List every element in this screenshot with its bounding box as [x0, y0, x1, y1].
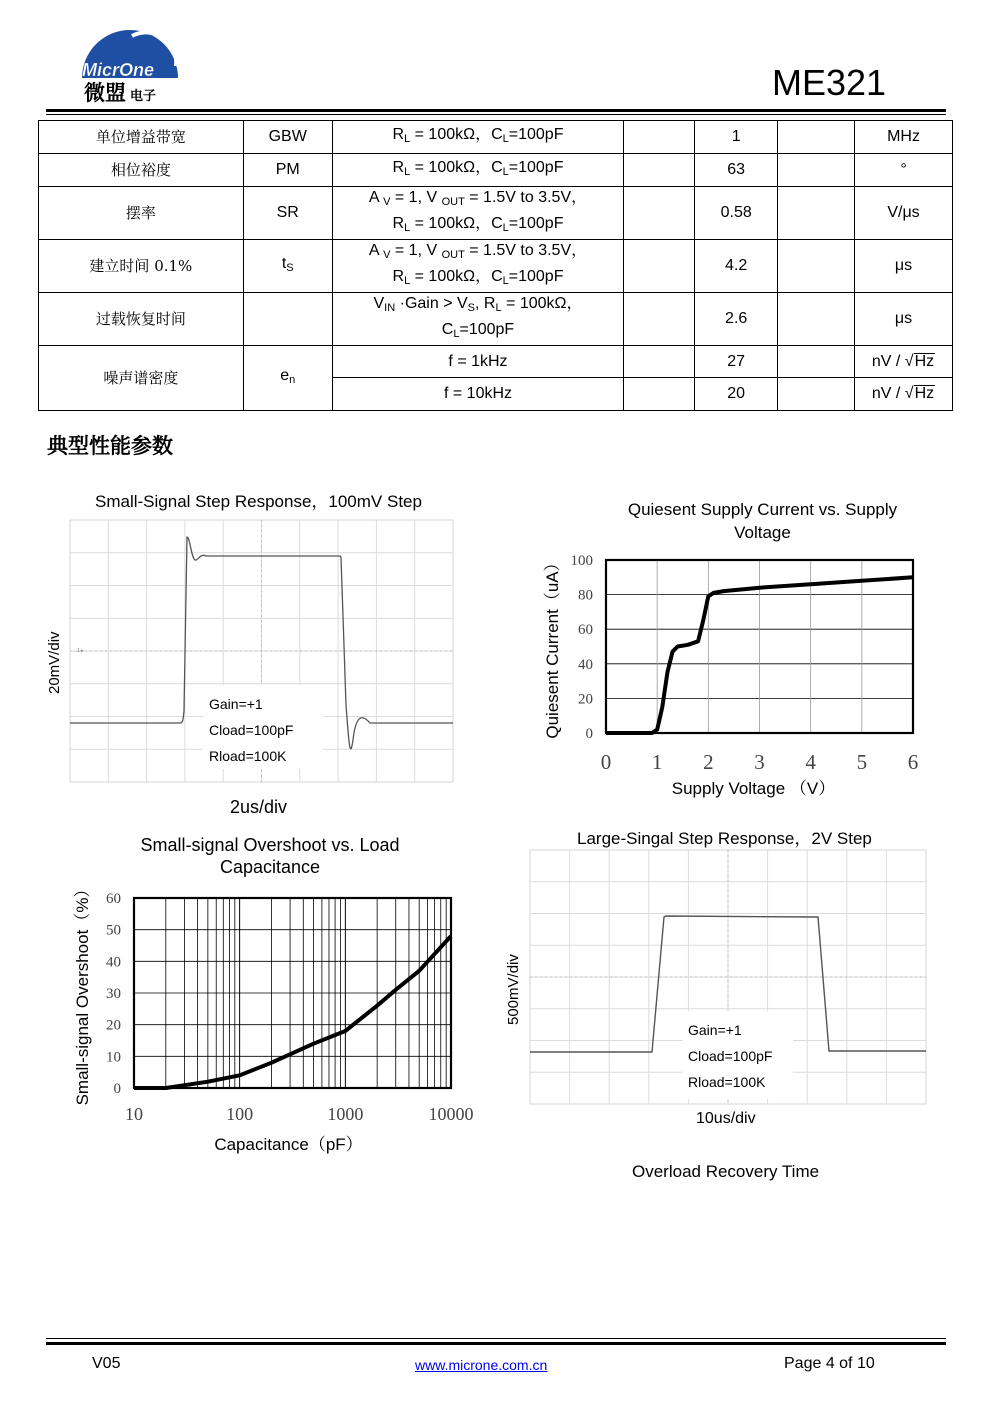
x-axis-label: Capacitance（pF）: [214, 1135, 363, 1154]
sqrt-icon: √: [904, 352, 914, 370]
table-row: [39, 293, 953, 346]
x-axis-label: Supply Voltage （V）: [671, 779, 836, 798]
y-axis-label: Quiesent Current（uA）: [543, 554, 562, 739]
x-tick-label: 5: [856, 750, 868, 774]
x-tick-label: 10000: [428, 1104, 474, 1124]
y-tick-label: 20: [578, 691, 593, 708]
y-tick-label: 40: [578, 656, 593, 673]
scope1-note-gain: Gain=+1: [209, 696, 263, 712]
param-unit-cell: μs: [855, 240, 953, 293]
scope2-plot: [500, 845, 930, 1110]
param-condition-cell: f = 10kHz: [332, 378, 624, 411]
footer-website-link[interactable]: www.microne.com.cn: [415, 1357, 548, 1373]
param-name-cell: 摆率: [39, 187, 244, 240]
table-row: [39, 187, 953, 240]
param-name-cell: 相位裕度: [39, 154, 244, 187]
y-tick-label: 50: [106, 922, 121, 939]
sqrt-icon: √: [904, 385, 914, 402]
param-max-cell: [778, 187, 855, 240]
table-row: [39, 121, 953, 154]
param-symbol-cell: [243, 293, 332, 346]
param-symbol-cell: $t_S$: [243, 240, 332, 293]
param-unit-cell: nV / √Hz: [855, 346, 953, 378]
x-tick-label: 4: [805, 750, 816, 774]
param-name-cell: 单位增益带宽: [39, 121, 244, 154]
param-unit-cell: μs: [855, 293, 953, 346]
scope2-ylabel: 500mV/div: [505, 954, 522, 1025]
param-condition-cell: A $_V$ = 1, V $_{OUT}$ = 1.5V to 3.5V， $R_L = 100k\Omega$，$C_L=100pF$: [332, 240, 624, 293]
company-logo: [80, 16, 180, 106]
table-row: [39, 346, 953, 378]
x-tick-label: 1000: [327, 1104, 364, 1124]
param-condition-cell: f = 1kHz: [332, 346, 624, 378]
os-chart: [66, 880, 491, 1160]
param-max-cell: [778, 346, 855, 378]
param-unit-cell: °: [855, 154, 953, 187]
param-symbol-cell: GBW: [243, 121, 332, 154]
param-symbol-cell: $e_n$: [243, 346, 332, 411]
param-min-cell: [624, 187, 695, 240]
param-typ-cell: 27: [695, 346, 778, 378]
iq-chart-title-line2: Voltage: [734, 523, 791, 542]
footer-page-number: Page 4 of 10: [784, 1355, 875, 1372]
scope1-ylabel: 20mV/div: [46, 631, 63, 694]
table-row: [39, 154, 953, 187]
y-tick-label: 80: [578, 587, 593, 604]
iq-chart-title: [540, 498, 985, 544]
y-tick-label: 60: [106, 891, 121, 907]
logo-text-cn-small: 电子: [130, 88, 157, 103]
x-tick-label: 10: [125, 1104, 143, 1124]
logo-text-cn: 微盟: [84, 82, 126, 105]
scope2-note-cload: Cload=100pF: [688, 1048, 773, 1064]
scope2-note-rload: Rload=100K: [688, 1074, 766, 1090]
param-unit-cell: MHz: [855, 121, 953, 154]
param-name-cell: 过载恢复时间: [39, 293, 244, 346]
param-unit-cell: nV / √Hz: [855, 378, 953, 411]
scope2-title: Large-Singal Step Response，2V Step: [577, 829, 872, 848]
param-symbol-cell: SR: [243, 187, 332, 240]
footer-rule: [46, 1342, 946, 1345]
section-title: 典型性能参数: [47, 434, 173, 458]
chart-grid: [134, 898, 451, 1088]
series-line: [134, 936, 451, 1088]
part-number: ME321: [772, 62, 887, 103]
param-max-cell: [778, 121, 855, 154]
scope2-ylabel-wrap: [502, 935, 524, 1030]
param-condition-cell: $V_{IN}$ ·Gain > $V_S$, $R_L = 100k\Omega$， $C_L=100pF$: [332, 293, 624, 346]
scope2-xlabel: 10us/div: [696, 1110, 756, 1127]
iq-chart-title-line1: Quiesent Supply Current vs. Supply: [627, 500, 898, 519]
y-tick-label: 60: [578, 622, 593, 639]
y-tick-label: 10: [106, 1049, 121, 1066]
scope2-note-gain: Gain=+1: [688, 1022, 742, 1038]
param-unit-cell: V/μs: [855, 187, 953, 240]
param-condition-cell: $R_L = 100k\Omega$，$C_L=100pF$: [332, 121, 624, 154]
scope1-title: Small-Signal Step Response，100mV Step: [95, 492, 422, 511]
param-name-cell: 建立时间 0.1%: [39, 240, 244, 293]
os-chart-title-line1: Small-signal Overshoot vs. Load: [140, 835, 400, 855]
param-name-cell: 噪声谱密度: [39, 346, 244, 411]
scope1-note-rload: Rload=100K: [209, 748, 287, 764]
scope1-ylabel-wrap: [43, 590, 65, 700]
x-tick-label: 100: [226, 1104, 254, 1124]
table-row: [39, 240, 953, 293]
header-rule: [46, 109, 946, 112]
scope1-note-cload: Cload=100pF: [209, 722, 294, 738]
iq-chart: [540, 545, 980, 810]
param-max-cell: [778, 240, 855, 293]
x-tick-label: 6: [907, 750, 919, 774]
footer-rule-thin: [46, 1338, 946, 1339]
param-typ-cell: 20: [695, 378, 778, 411]
logo-text-en: MicrOne: [82, 60, 155, 80]
param-condition-cell: $R_L = 100k\Omega$，$C_L=100pF$: [332, 154, 624, 187]
header-rule-thin: [46, 114, 946, 115]
param-condition-cell: A $_V$ = 1, V $_{OUT}$ = 1.5V to 3.5V， $R_L = 100k\Omega$，$C_L=100pF$: [332, 187, 624, 240]
y-tick-label: 0: [585, 726, 593, 742]
param-min-cell: [624, 154, 695, 187]
x-tick-label: 3: [754, 750, 765, 774]
param-max-cell: [778, 154, 855, 187]
param-typ-cell: 63: [695, 154, 778, 187]
y-tick-label: 30: [106, 986, 121, 1002]
param-typ-cell: 2.6: [695, 293, 778, 346]
scope2-caption: Overload Recovery Time: [632, 1162, 820, 1181]
param-typ-cell: 1: [695, 121, 778, 154]
y-tick-label: 40: [106, 954, 121, 971]
os-chart-title-line2: Capacitance: [219, 857, 321, 877]
param-min-cell: [624, 378, 695, 411]
param-min-cell: [624, 121, 695, 154]
os-chart-title: [70, 834, 470, 878]
x-tick-label: 0: [600, 750, 612, 774]
scope1-xlabel: 2us/div: [230, 797, 288, 817]
scope1-marker: 1 ▸: [77, 648, 84, 654]
x-tick-label: 2: [703, 750, 714, 774]
param-max-cell: [778, 378, 855, 411]
param-min-cell: [624, 346, 695, 378]
x-tick-label: 1: [651, 750, 663, 774]
param-min-cell: [624, 293, 695, 346]
footer-version: V05: [92, 1355, 121, 1372]
y-tick-label: 20: [106, 1017, 121, 1034]
param-typ-cell: 4.2: [695, 240, 778, 293]
param-symbol-cell: PM: [243, 154, 332, 187]
param-min-cell: [624, 240, 695, 293]
spec-table: [38, 120, 953, 411]
y-tick-label: 100: [570, 553, 593, 569]
y-axis-label: Small-signal Overshoot（%）: [73, 880, 92, 1106]
param-max-cell: [778, 293, 855, 346]
scope1-plot: [40, 515, 460, 795]
y-tick-label: 0: [113, 1081, 121, 1097]
param-typ-cell: 0.58: [695, 187, 778, 240]
